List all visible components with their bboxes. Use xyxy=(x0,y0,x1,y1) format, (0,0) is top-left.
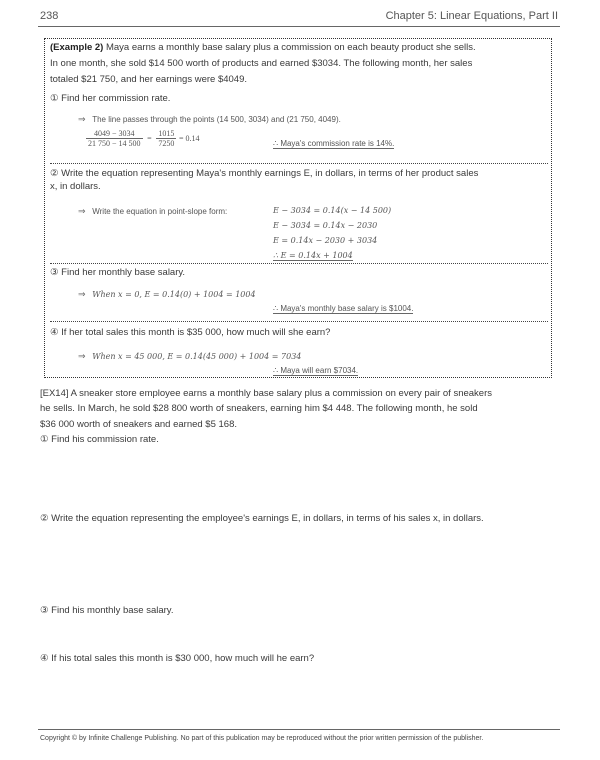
header-rule xyxy=(38,26,560,27)
footer-rule xyxy=(38,729,560,730)
example-question-4: ④ If her total sales this month is $35 000, how much will she earn? xyxy=(50,327,331,338)
example-q2-eq-3: E = 0.14x − 2030 + 3034 xyxy=(273,236,378,245)
exercise-intro-line-2: he sells. In March, he sold $28 800 worth of sneakers, earning him $4 448. The following month, he sold xyxy=(40,403,478,414)
exercise-intro-line-1: [EX14] A sneaker store employee earns a monthly base salary plus a commission on every pair of sneakers xyxy=(40,388,493,399)
chapter-title: Chapter 5: Linear Equations, Part II xyxy=(385,10,558,22)
example-q4-step-text: When x = 45 000, E = 0.14(45 000) + 1004 = 7034 xyxy=(92,352,302,361)
example-q3-answer: ∴ Maya's monthly base salary is $1004. xyxy=(273,304,414,313)
example-intro-line-1 xyxy=(50,42,476,54)
example-separator-2 xyxy=(50,263,548,264)
example-separator-3 xyxy=(50,321,548,322)
implies-arrow-icon: ⇒ xyxy=(78,289,86,299)
implies-arrow-icon: ⇒ xyxy=(78,114,86,124)
example-question-2-line-1: ② Write the equation representing Maya's monthly earnings E, in dollars, in terms of her product sales xyxy=(50,168,479,179)
example-q3-step xyxy=(78,289,256,300)
fraction-1 xyxy=(86,129,143,148)
example-q1-step xyxy=(78,114,341,125)
exercise-question-3: ③ Find his monthly base salary. xyxy=(40,605,174,616)
example-q2-eq-4: ∴ E = 0.14x + 1004 xyxy=(273,251,353,260)
fraction-result: = 0.14 xyxy=(178,134,200,144)
example-intro-line-2: In one month, she sold $14 500 worth of products and earned $3034. The following month, her sales xyxy=(50,58,473,69)
fraction-1-denominator: 21 750 − 14 500 xyxy=(88,139,141,148)
example-intro-line-3: totaled $21 750, and her earnings were $4049. xyxy=(50,74,248,85)
exercise-question-1: ① Find his commission rate. xyxy=(40,434,159,445)
fraction-1-numerator: 4049 − 3034 xyxy=(86,129,143,139)
fraction-2-numerator: 1015 xyxy=(158,129,175,138)
example-q1-step-text: The line passes through the points (14 500, 3034) and (21 750, 4049). xyxy=(92,115,341,124)
implies-arrow-icon: ⇒ xyxy=(78,206,86,216)
exercise-intro-line-3: $36 000 worth of sneakers and earned $5 168. xyxy=(40,419,238,430)
implies-arrow-icon: ⇒ xyxy=(78,351,86,361)
example-q2-step xyxy=(78,206,227,217)
example-q3-step-text: When x = 0, E = 0.14(0) + 1004 = 1004 xyxy=(92,290,256,299)
example-separator-1 xyxy=(50,163,548,164)
example-q2-eq-1: E − 3034 = 0.14(x − 14 500) xyxy=(273,206,392,215)
example-intro-text-1: Maya earns a monthly base salary plus a commission on each beauty product she sells. xyxy=(103,42,476,53)
example-question-3: ③ Find her monthly base salary. xyxy=(50,267,186,278)
fraction-2 xyxy=(156,129,176,148)
example-q2-eq-2: E − 3034 = 0.14x − 2030 xyxy=(273,221,378,230)
example-q1-fraction-work: $\frac{4049 - 3034}{21 750 - 14 500}$ = $\frac{1015}{7250}$ = 0.14 xyxy=(88,129,200,148)
example-label: (Example 2) xyxy=(50,42,104,53)
exercise-question-4: ④ If his total sales this month is $30 000, how much will he earn? xyxy=(40,653,315,664)
page-number: 238 xyxy=(40,10,59,22)
example-q4-step xyxy=(78,351,301,362)
example-q4-answer: ∴ Maya will earn $7034. xyxy=(273,366,359,375)
example-question-1: ① Find her commission rate. xyxy=(50,93,171,104)
example-q1-answer: ∴ Maya's commission rate is 14%. xyxy=(273,139,395,148)
example-q2-step-text: Write the equation in point-slope form: xyxy=(92,207,228,216)
fraction-2-denominator: 7250 xyxy=(158,139,175,148)
exercise-question-2: ② Write the equation representing the employee's earnings E, in dollars, in terms of his sales x, in dollars. xyxy=(40,513,484,524)
example-question-2-line-2: x, in dollars. xyxy=(50,181,101,192)
copyright-notice: Copyright © by Infinite Challenge Publishing. No part of this publication may be reproduced without the prior written permission of the publisher. xyxy=(40,735,484,742)
